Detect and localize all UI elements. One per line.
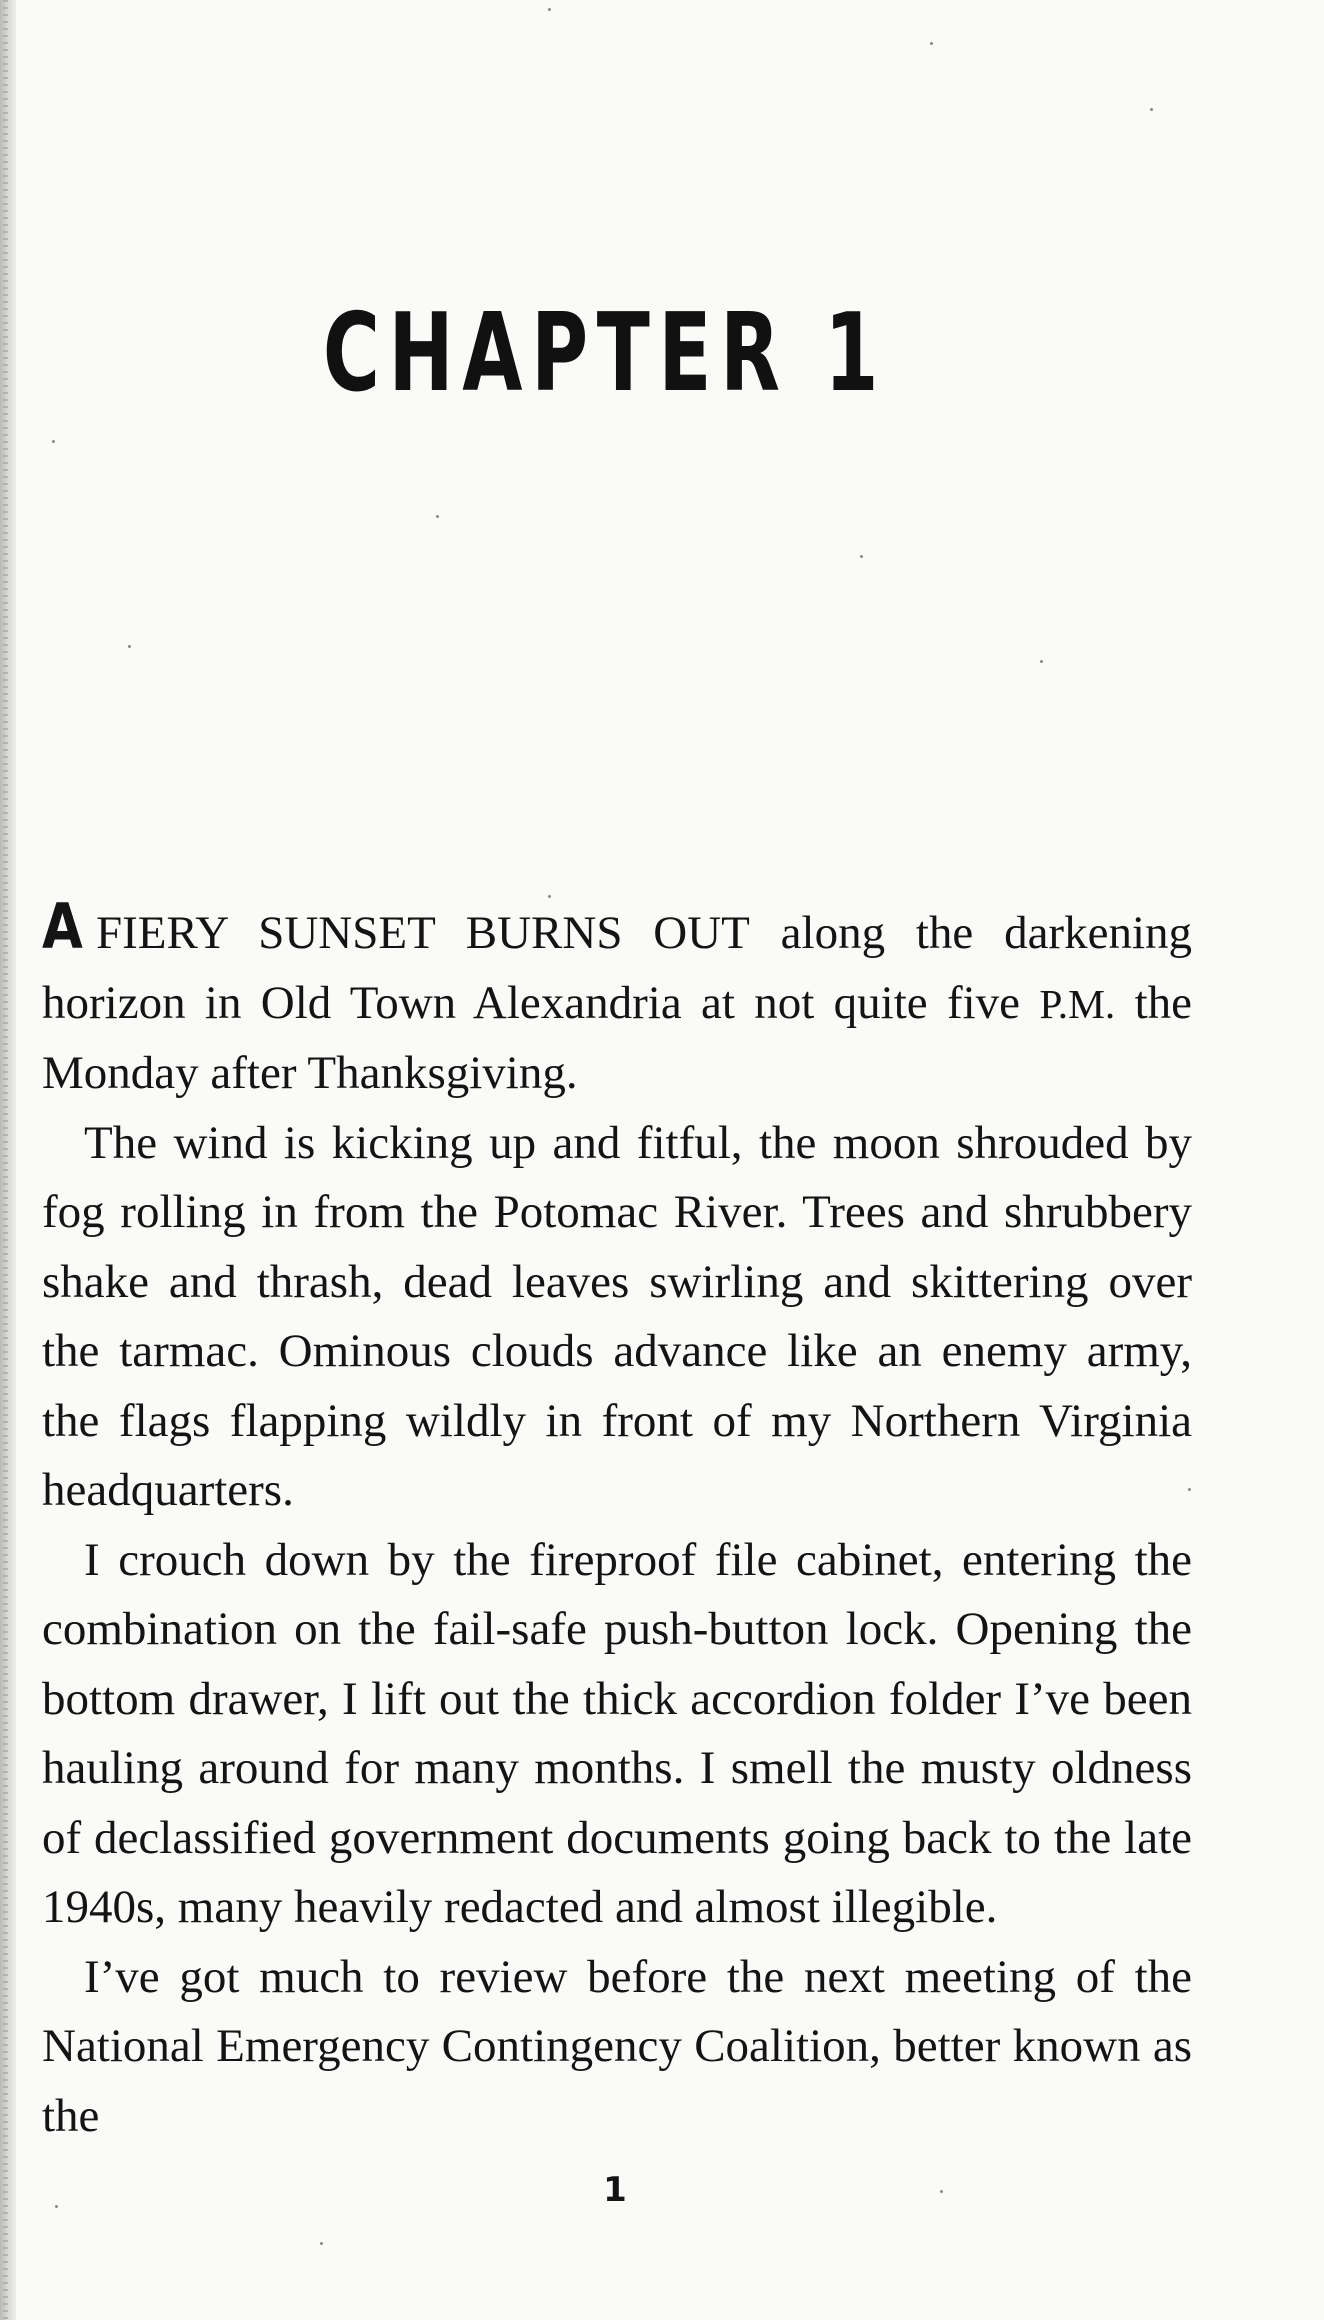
scan-speck (320, 2242, 323, 2245)
lead-in-small-caps: FIERY SUNSET BURNS OUT (95, 907, 750, 959)
scan-speck (548, 8, 551, 11)
page-number: 1 (603, 2170, 627, 2210)
paragraph: I crouch down by the fireproof file cabinet, entering the combination on the fail-safe push-button lock. Opening the bottom drawer, I lift out the thick accordion folder I’ve been hauling around for many months. I smell the musty oldness of declassified government documents going back to the late 1940s, many heavily redacted and almost illegible. (42, 1533, 1192, 1933)
time-abbreviation: P.M. (1039, 980, 1116, 1027)
paragraph: The wind is kicking up and fitful, the moon shrouded by fog rolling in from the Potomac River. Trees and shrubbery shake and thrash, dead leaves swirling and skittering over the tarmac. Ominous clouds advance like an enemy army, the flags flapping wildly in front of my Northern Virginia headquarters. (42, 1116, 1192, 1516)
page-edge (0, 0, 16, 2320)
scan-speck (436, 515, 439, 518)
scan-speck (1150, 108, 1153, 111)
scan-speck (930, 42, 933, 45)
scan-speck (860, 555, 863, 558)
chapter-heading: CHAPTER 1 (322, 291, 888, 416)
body-text (42, 890, 1193, 2151)
paragraph: I’ve got much to review before the next meeting of the National Emergency Contingency Coalition, better known as the (42, 1950, 1192, 2142)
paragraph-text: the Monday after Thanksgiving. (42, 976, 1193, 1099)
scan-speck (52, 440, 55, 443)
scan-speck (1040, 660, 1043, 663)
scan-speck (128, 645, 131, 648)
paragraph-text: along the darkening horizon in Old Town Alexandria at not quite five (42, 907, 1192, 1029)
drop-letter: A (42, 890, 83, 963)
opening-paragraph (42, 890, 1193, 1109)
